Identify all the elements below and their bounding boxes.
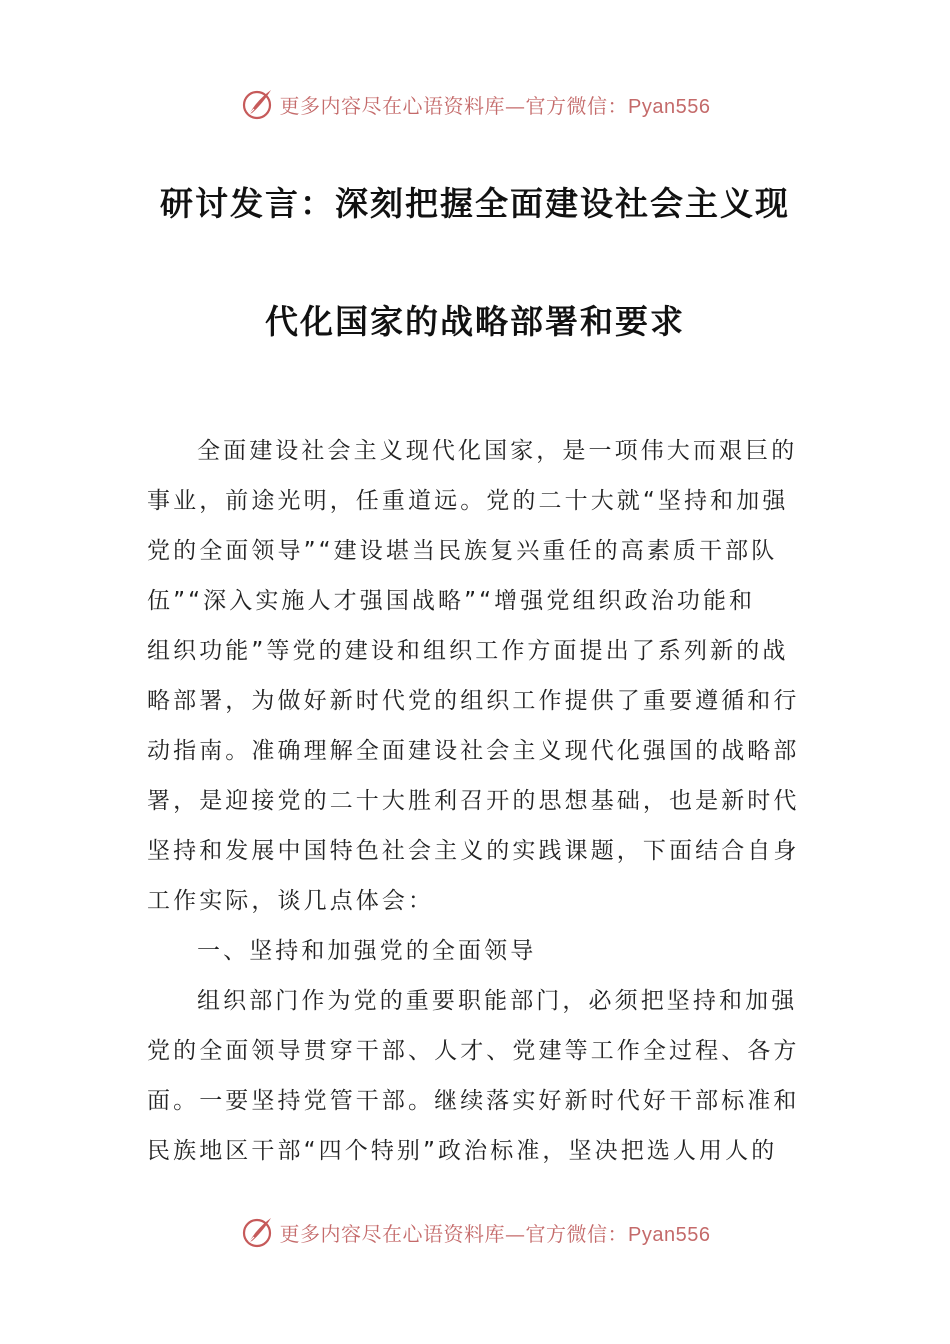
watermark-label: 更多内容尽在心语资料库—官方微信： — [279, 1221, 629, 1246]
body-line: 事业，前途光明，任重道远。党的二十大就“坚持和加强 — [147, 488, 789, 514]
section-heading: 一、坚持和加强党的全面领导 — [197, 938, 537, 964]
body-line: 伍”“深入实施人才强国战略”“增强党组织政治功能和 — [147, 588, 756, 614]
quill-logo-icon — [240, 1214, 276, 1250]
wechat-id: Pyan556 — [628, 95, 711, 118]
body-line: 党的全面领导贯穿干部、人才、党建等工作全过程、各方 — [147, 1038, 800, 1064]
document-title-line-1: 研讨发言：深刻把握全面建设社会主义现 — [160, 184, 790, 223]
body-line: 面。一要坚持党管干部。继续落实好新时代好干部标准和 — [147, 1088, 800, 1114]
document-body — [147, 426, 807, 1176]
body-line: 组织功能”等党的建设和组织工作方面提出了系列新的战 — [147, 638, 789, 664]
watermark-banner-bottom — [0, 1210, 950, 1254]
quill-logo-icon — [240, 86, 276, 122]
body-line: 党的全面领导”“建设堪当民族复兴重任的高素质干部队 — [147, 538, 778, 564]
document-title-line-2: 代化国家的战略部署和要求 — [265, 302, 685, 341]
body-line: 民族地区干部“四个特别”政治标准，坚决把选人用人的 — [147, 1138, 778, 1164]
body-line: 全面建设社会主义现代化国家，是一项伟大而艰巨的 — [197, 438, 798, 464]
body-line: 组织部门作为党的重要职能部门，必须把坚持和加强 — [197, 988, 798, 1014]
watermark-banner-top — [0, 82, 950, 126]
body-line: 工作实际，谈几点体会： — [147, 888, 435, 914]
body-line: 坚持和发展中国特色社会主义的实践课题，下面结合自身 — [147, 838, 800, 864]
body-line: 署，是迎接党的二十大胜利召开的思想基础，也是新时代 — [147, 788, 800, 814]
watermark-text — [280, 1218, 711, 1247]
watermark-text — [280, 90, 711, 119]
body-line: 略部署，为做好新时代党的组织工作提供了重要遵循和行 — [147, 688, 800, 714]
watermark-label: 更多内容尽在心语资料库—官方微信： — [279, 93, 629, 118]
wechat-id: Pyan556 — [628, 1223, 711, 1246]
body-line: 动指南。准确理解全面建设社会主义现代化强国的战略部 — [147, 738, 800, 764]
